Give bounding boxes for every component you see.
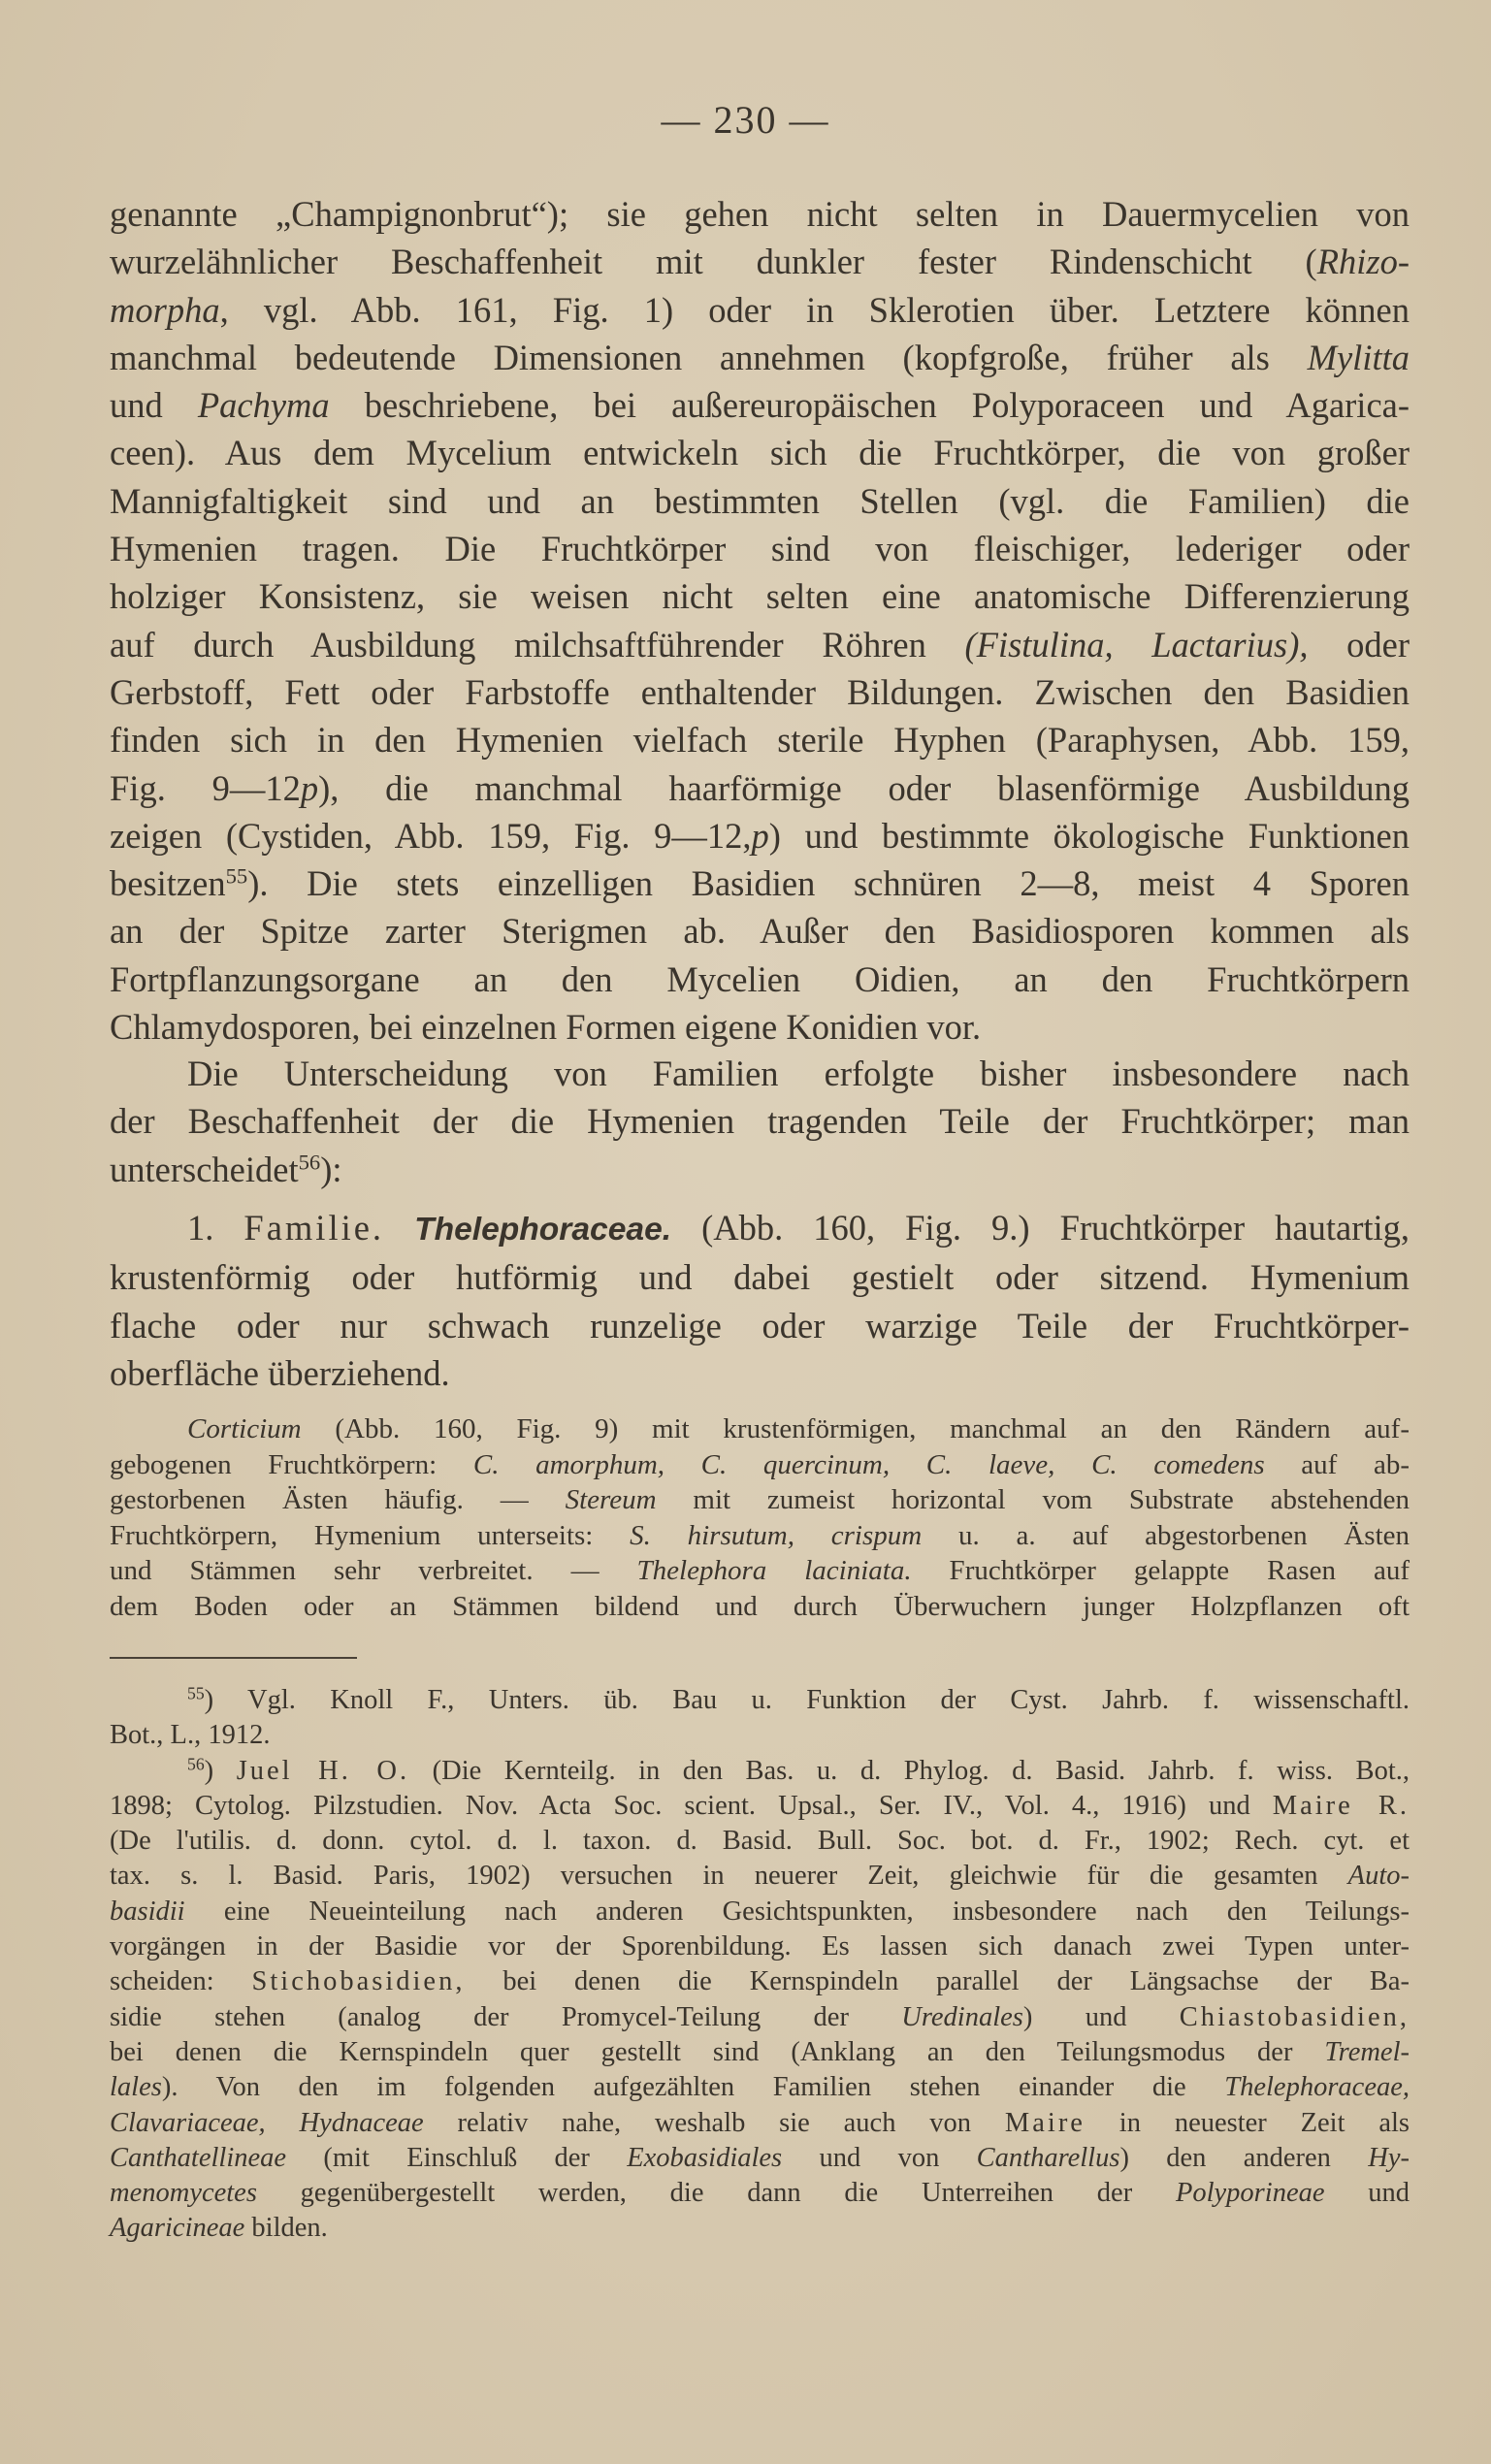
family-name: Thelephoraceae.	[414, 1212, 672, 1248]
footnote-divider	[110, 1657, 357, 1659]
footnote-56-line: basidii eine Neueinteilung nach anderen Gesichtspunkten, insbesondere nach den Teilungs-	[110, 1896, 1410, 1927]
text-line: gestorbenen Ästen häufig. — Stereum mit zumeist horizontal vom Substrate abstehenden	[110, 1484, 1410, 1515]
text-line: Gerbstoff, Fett oder Farbstoffe enthaltender Bildungen. Zwischen den Basidien	[110, 671, 1410, 712]
text-line: ceen). Aus dem Mycelium entwickeln sich die Fruchtkörper, die von großer	[110, 433, 1410, 473]
paragraph-1	[110, 190, 1410, 1051]
text-line: unterscheidet$^{56}$):	[110, 1149, 342, 1189]
text-line: finden sich in den Hymenien vielfach sterile Hyphen (Paraphysen, Abb. 159,	[110, 720, 1410, 761]
footnote-56-line: Canthatellineae (mit Einschluß der Exobasidiales und von Cantharellus) den anderen Hy-	[110, 2142, 1410, 2173]
text-line: der Beschaffenheit der die Hymenien tragenden Teile der Fruchtkörper; man	[110, 1101, 1410, 1142]
text-line: Fortpflanzungsorgane an den Mycelien Oidien, an den Fruchtkörpern	[110, 958, 1410, 999]
footnote-56-line: vorgängen in der Basidie vor der Sporenbildung. Es lassen sich danach zwei Typen unter-	[110, 1931, 1410, 1962]
text-line: 1. Familie. Thelephoraceae. (Abb. 160, Fig. 9.) Fruchtkörper hautartig,	[187, 1208, 1410, 1248]
footnote-56-line: scheiden: Stichobasidien, bei denen die Kernspindeln parallel der Längsachse der Ba-	[110, 1966, 1410, 1997]
text-line: wurzelähnlicher Beschaffenheit mit dunkler fester Rindenschicht (Rhizo-	[110, 242, 1410, 282]
text-line: gebogenen Fruchtkörpern: C. amorphum, C. quercinum, C. laeve, C. comedens auf ab-	[110, 1448, 1410, 1480]
footnote-ref-56: 56	[298, 1150, 321, 1175]
footnote-56-line: $^{56}$) Juel H. O. (Die Kernteilg. in den Bas. u. d. Phylog. d. Basid. Jahrb. f. wiss. Bot.,	[187, 1753, 1410, 1786]
text-line: auf durch Ausbildung milchsaftführender Röhren (Fistulina, Lactarius), oder	[110, 624, 1410, 665]
footnote-55-line: Bot., L., 1912.	[110, 1720, 271, 1751]
text-line: Corticium (Abb. 160, Fig. 9) mit krustenförmigen, manchmal an den Rändern auf-	[187, 1413, 1410, 1444]
text-line: dem Boden oder an Stämmen bildend und durch Überwuchern junger Holzpflanzen oft	[110, 1590, 1410, 1622]
text-line: krustenförmig oder hutförmig und dabei gestielt oder sitzend. Hymenium	[110, 1257, 1410, 1298]
footnote-56-line: Clavariaceae, Hydnaceae relativ nahe, weshalb sie auch von Maire in neuester Zeit als	[110, 2107, 1410, 2138]
text-line: Hymenien tragen. Die Fruchtkörper sind von fleischiger, lederiger oder	[110, 529, 1410, 569]
text-line: Chlamydosporen, bei einzelnen Formen eigene Konidien vor.	[110, 1007, 982, 1048]
footnote-56-line: Agaricineae bilden.	[110, 2213, 328, 2244]
text-line: Die Unterscheidung von Familien erfolgte bisher insbesondere nach	[187, 1054, 1410, 1093]
text-line: an der Spitze zarter Sterigmen ab. Außer den Basidiosporen kommen als	[110, 911, 1410, 952]
text-line: flache oder nur schwach runzelige oder warzige Teile der Fruchtkörper-	[110, 1305, 1410, 1345]
text-line: und Pachyma beschriebene, bei außereuropäischen Polyporaceen und Agarica-	[110, 385, 1410, 426]
text-line: genannte „Champignonbrut“); sie gehen nicht selten in Dauermycelien von	[110, 194, 1410, 234]
text-line: Fruchtkörpern, Hymenium unterseits: S. hirsutum, crispum u. a. auf abgestorbenen Ästen	[110, 1519, 1410, 1551]
text-line: zeigen (Cystiden, Abb. 159, Fig. 9—12,p) und bestimmte ökologische Funktionen	[110, 815, 1410, 856]
text-line: holziger Konsistenz, sie weisen nicht selten eine anatomische Differenzierung	[110, 576, 1410, 617]
footnote-56-line: sidie stehen (analog der Promycel-Teilung der Uredinales) und Chiastobasidien,	[110, 2001, 1410, 2032]
text-line: und Stämmen sehr verbreitet. — Thelephora laciniata. Fruchtkörper gelappte Rasen auf	[110, 1555, 1410, 1586]
footnote-56-line: tax. s. l. Basid. Paris, 1902) versuchen in neuerer Zeit, gleichwie für die gesamten Auto-	[110, 1861, 1410, 1892]
footnote-56-line: (De l'utilis. d. donn. cytol. d. l. taxon. d. Basid. Bull. Soc. bot. d. Fr., 1902; Rech. cyt. et	[110, 1826, 1410, 1857]
text-line: manchmal bedeutende Dimensionen annehmen (kopfgroße, früher als Mylitta	[110, 337, 1410, 377]
small-print-paragraph	[110, 1411, 1410, 1624]
footnote-ref-55: 55	[225, 863, 248, 889]
page-number: — 230 —	[661, 98, 830, 142]
footnote-56-line: 1898; Cytolog. Pilzstudien. Nov. Acta Soc. scient. Upsal., Ser. IV., Vol. 4., 1916) und Maire R.	[110, 1790, 1410, 1821]
text-line: Fig. 9—12p), die manchmal haarförmige oder blasenförmige Ausbildung	[110, 767, 1410, 808]
paragraph-family-1	[110, 1204, 1410, 1397]
text-line: besitzen$^{55}$). Die stets einzelligen Basidien schnüren 2—8, meist 4 Sporen	[110, 863, 1410, 904]
paragraph-2	[110, 1050, 1410, 1193]
footnote-56-line: menomycetes gegenübergestellt werden, die dann die Unterreihen der Polyporineae und	[110, 2178, 1410, 2209]
footnote-55-line: $^{55}$) Vgl. Knoll F., Unters. üb. Bau u. Funktion der Cyst. Jahrb. f. wissenschaftl.	[187, 1683, 1410, 1715]
footnotes	[110, 1683, 1410, 2247]
text-line: Mannigfaltigkeit sind und an bestimmten Stellen (vgl. die Familien) die	[110, 480, 1410, 521]
footnote-56-line: bei denen die Kernspindeln quer gestellt sind (Anklang an den Teilungsmodus der Tremel-	[110, 2036, 1410, 2067]
footnote-56-line: lales). Von den im folgenden aufgezählten Familien stehen einander die Thelephoraceae,	[110, 2072, 1410, 2103]
text-line: morpha, vgl. Abb. 161, Fig. 1) oder in Sklerotien über. Letztere können	[110, 289, 1410, 330]
text-line: oberfläche überziehend.	[110, 1352, 450, 1393]
